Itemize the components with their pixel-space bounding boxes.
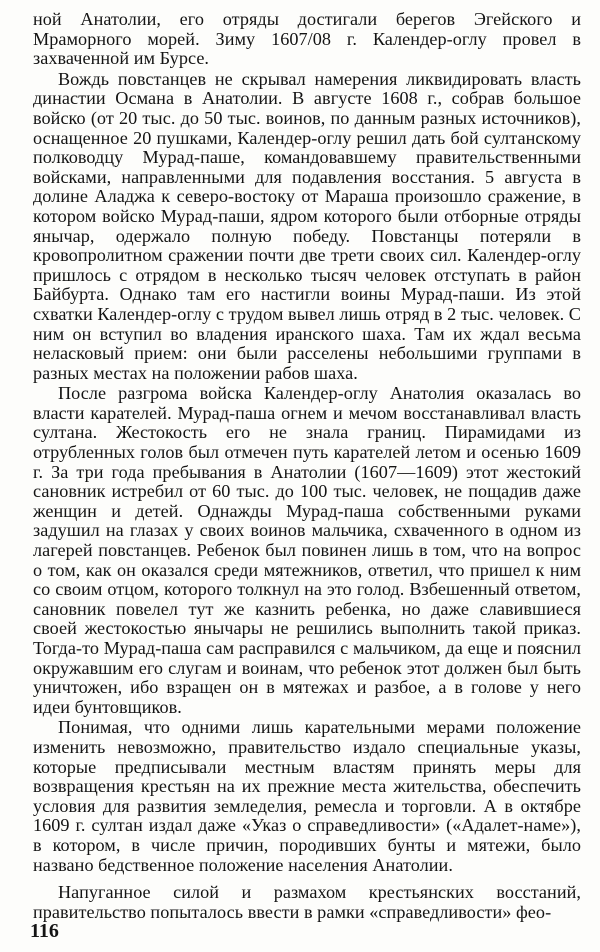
paragraph-4: Понимая, что одними лишь карательными мерами положение изменить невозможно, правительство издало специальные указы, которые предписывали местным властям принять меры для возвращения крестьян на их прежние места жительства, обеспечить условия для развития земледелия, ремесла и торговли. А в октябре 1609 г. султан издал даже «Указ о справедливости» («Адалет-наме»), в котором, в числе причин, породивших бунты и мятежи, было названо бедственное положение населения Анатолии. [33,717,581,875]
body-text [33,10,581,922]
paragraph-1: ной Анатолии, его отряды достигали берегов Эгейского и Мраморного морей. Зиму 1607/08 г. Календер-оглу провел в захваченной им Бурсе. [33,9,581,69]
paragraph-3: После разгрома войска Календер-оглу Анатолия оказалась во власти карателей. Мурад-паша огнем и мечом восстанавливал власть султана. Жестокость его не знала границ. Пирамидами из отрубленных голов был отмечен путь карателей летом и осенью 1609 г. За три года пребывания в Анатолии (1607—1609) этот жестокий сановник истребил от 60 тыс. до 100 тыс. человек, не пощадив даже женщин и детей. Однажды Мурад-паша собственными руками задушил на глазах у своих воинов мальчика, схваченного в одном из лагерей повстанцев. Ребенок был повинен лишь в том, что на вопрос о том, как он оказался среди мятежников, ответил, что пришел к ним со своим отцом, которого толкнул на это голод. Взбешенный ответом, сановник повелел тут же казнить ребенка, но даже славившиеся своей жестокостью янычары не решились выполнить такой приказ. Тогда-то Мурад-паша сам расправился с мальчиком, да еще и пояснил окружавшим его слугам и воинам, что ребенок этот должен был быть уничтожен, ибо взращен он в мятежах и разбое, а в голове у него идеи бунтовщиков. [33,383,581,717]
paragraph-2: Вождь повстанцев не скрывал намерения ликвидировать власть династии Османа в Анатолии. В августе 1608 г., собрав большое войско (от 20 тыс. до 50 тыс. воинов, по данным разных источников), оснащенное 20 пушками, Календер-оглу решил дать бой султанскому полководцу Мурад-паше, командовавшему правительственными войсками, направленными для подавления восстания. 5 августа в долине Аладжа к северо-востоку от Мараша произошло сражение, в котором войско Мурад-паши, ядром которого были отборные отряды янычар, одержало полную победу. Повстанцы потеряли в кровопролитном сражении почти две трети своих сил. Календер-оглу пришлось с отрядом в несколько тысяч человек отступать в район Байбурта. Однако там его настигли воины Мурад-паши. Из этой схватки Календер-оглу с трудом вывел лишь отряд в 2 тыс. человек. С ним он вступил во владения иранского шаха. Там их ждал весьма неласковый прием: они были расселены небольшими группами в разных местах на положении рабов шаха. [33,68,581,383]
paragraph-5: Напуганное силой и размахом крестьянских восстаний, правительство попыталось ввести в рамки «справедливости» фео- [33,882,581,922]
page-number: 116 [30,920,59,942]
